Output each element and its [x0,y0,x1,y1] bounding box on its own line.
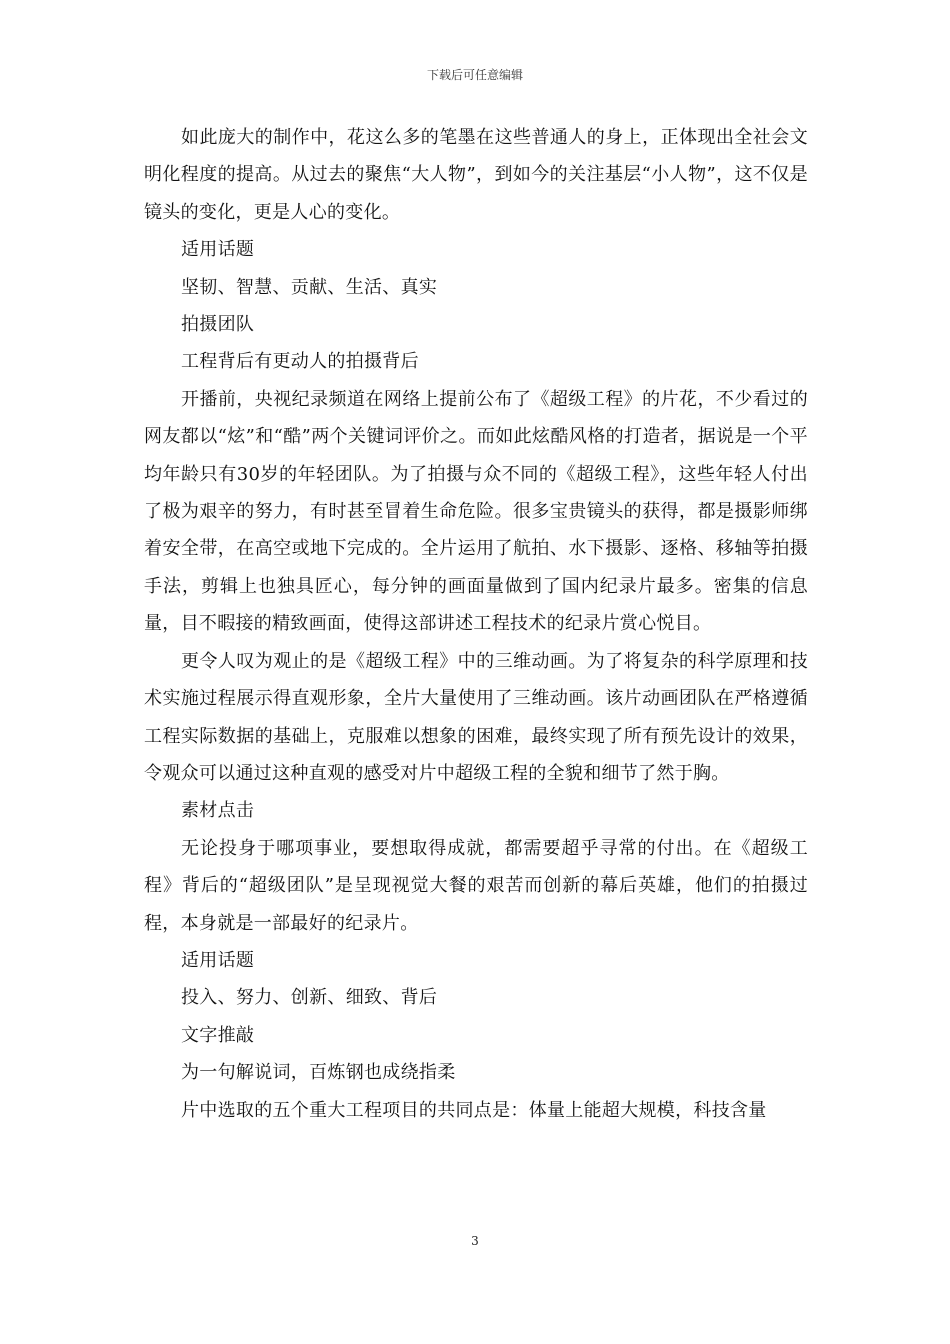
paragraph: 开播前，央视纪录频道在网络上提前公布了《超级工程》的片花，不少看过的网友都以“炫”和“酷”两个关键词评价之。而如此炫酷风格的打造者，据说是一个平均年龄只有30岁的年轻团队。为了拍摄与众不同的《超级工程》，这些年轻人付出了极为艰辛的努力，有时甚至冒着生命危险。很多宝贵镜头的获得，都是摄影师绑着安全带，在高空或地下完成的。全片运用了航拍、水下摄影、逐格、移轴等拍摄手法，剪辑上也独具匠心，每分钟的画面量做到了国内纪录片最多。密集的信息量，目不暇接的精致画面，使得这部讲述工程技术的纪录片赏心悦目。 [144,388,808,635]
page-number: 3 [471,1234,479,1248]
section-label: 适用话题 [181,239,255,261]
document-body [144,119,808,1129]
topic-list: 坚韧、智慧、贡献、生活、真实 [181,276,438,298]
subheading: 工程背后有更动人的拍摄背后 [181,351,419,373]
topic-list: 投入、努力、创新、细致、背后 [181,987,438,1009]
section-heading: 拍摄团队 [181,314,255,336]
paragraph: 片中选取的五个重大工程项目的共同点是：体量上能超大规模，科技含量 [181,1099,767,1121]
section-label: 适用话题 [181,949,255,971]
paragraph: 如此庞大的制作中，花这么多的笔墨在这些普通人的身上，正体现出全社会文明化程度的提高。从过去的聚焦“大人物”，到如今的关注基层“小人物”，这不仅是镜头的变化，更是人心的变化。 [144,127,808,223]
paragraph: 更令人叹为观止的是《超级工程》中的三维动画。为了将复杂的科学原理和技术实施过程展示得直观形象，全片大量使用了三维动画。该片动画团队在严格遵循工程实际数据的基础上，克服难以想象的困难，最终实现了所有预先设计的效果，令观众可以通过这种直观的感受对片中超级工程的全貌和细节了然于胸。 [144,650,808,784]
paragraph: 无论投身于哪项事业，要想取得成就，都需要超乎寻常的付出。在《超级工程》背后的“超级团队”是呈现视觉大餐的艰苦而创新的幕后英雄，他们的拍摄过程，本身就是一部最好的纪录片。 [144,837,808,934]
section-heading: 素材点击 [181,800,255,822]
page-header: 下载后可任意编辑 [426,68,523,82]
section-heading: 文字推敲 [181,1024,255,1046]
subheading: 为一句解说词，百炼钢也成绕指柔 [181,1062,456,1084]
